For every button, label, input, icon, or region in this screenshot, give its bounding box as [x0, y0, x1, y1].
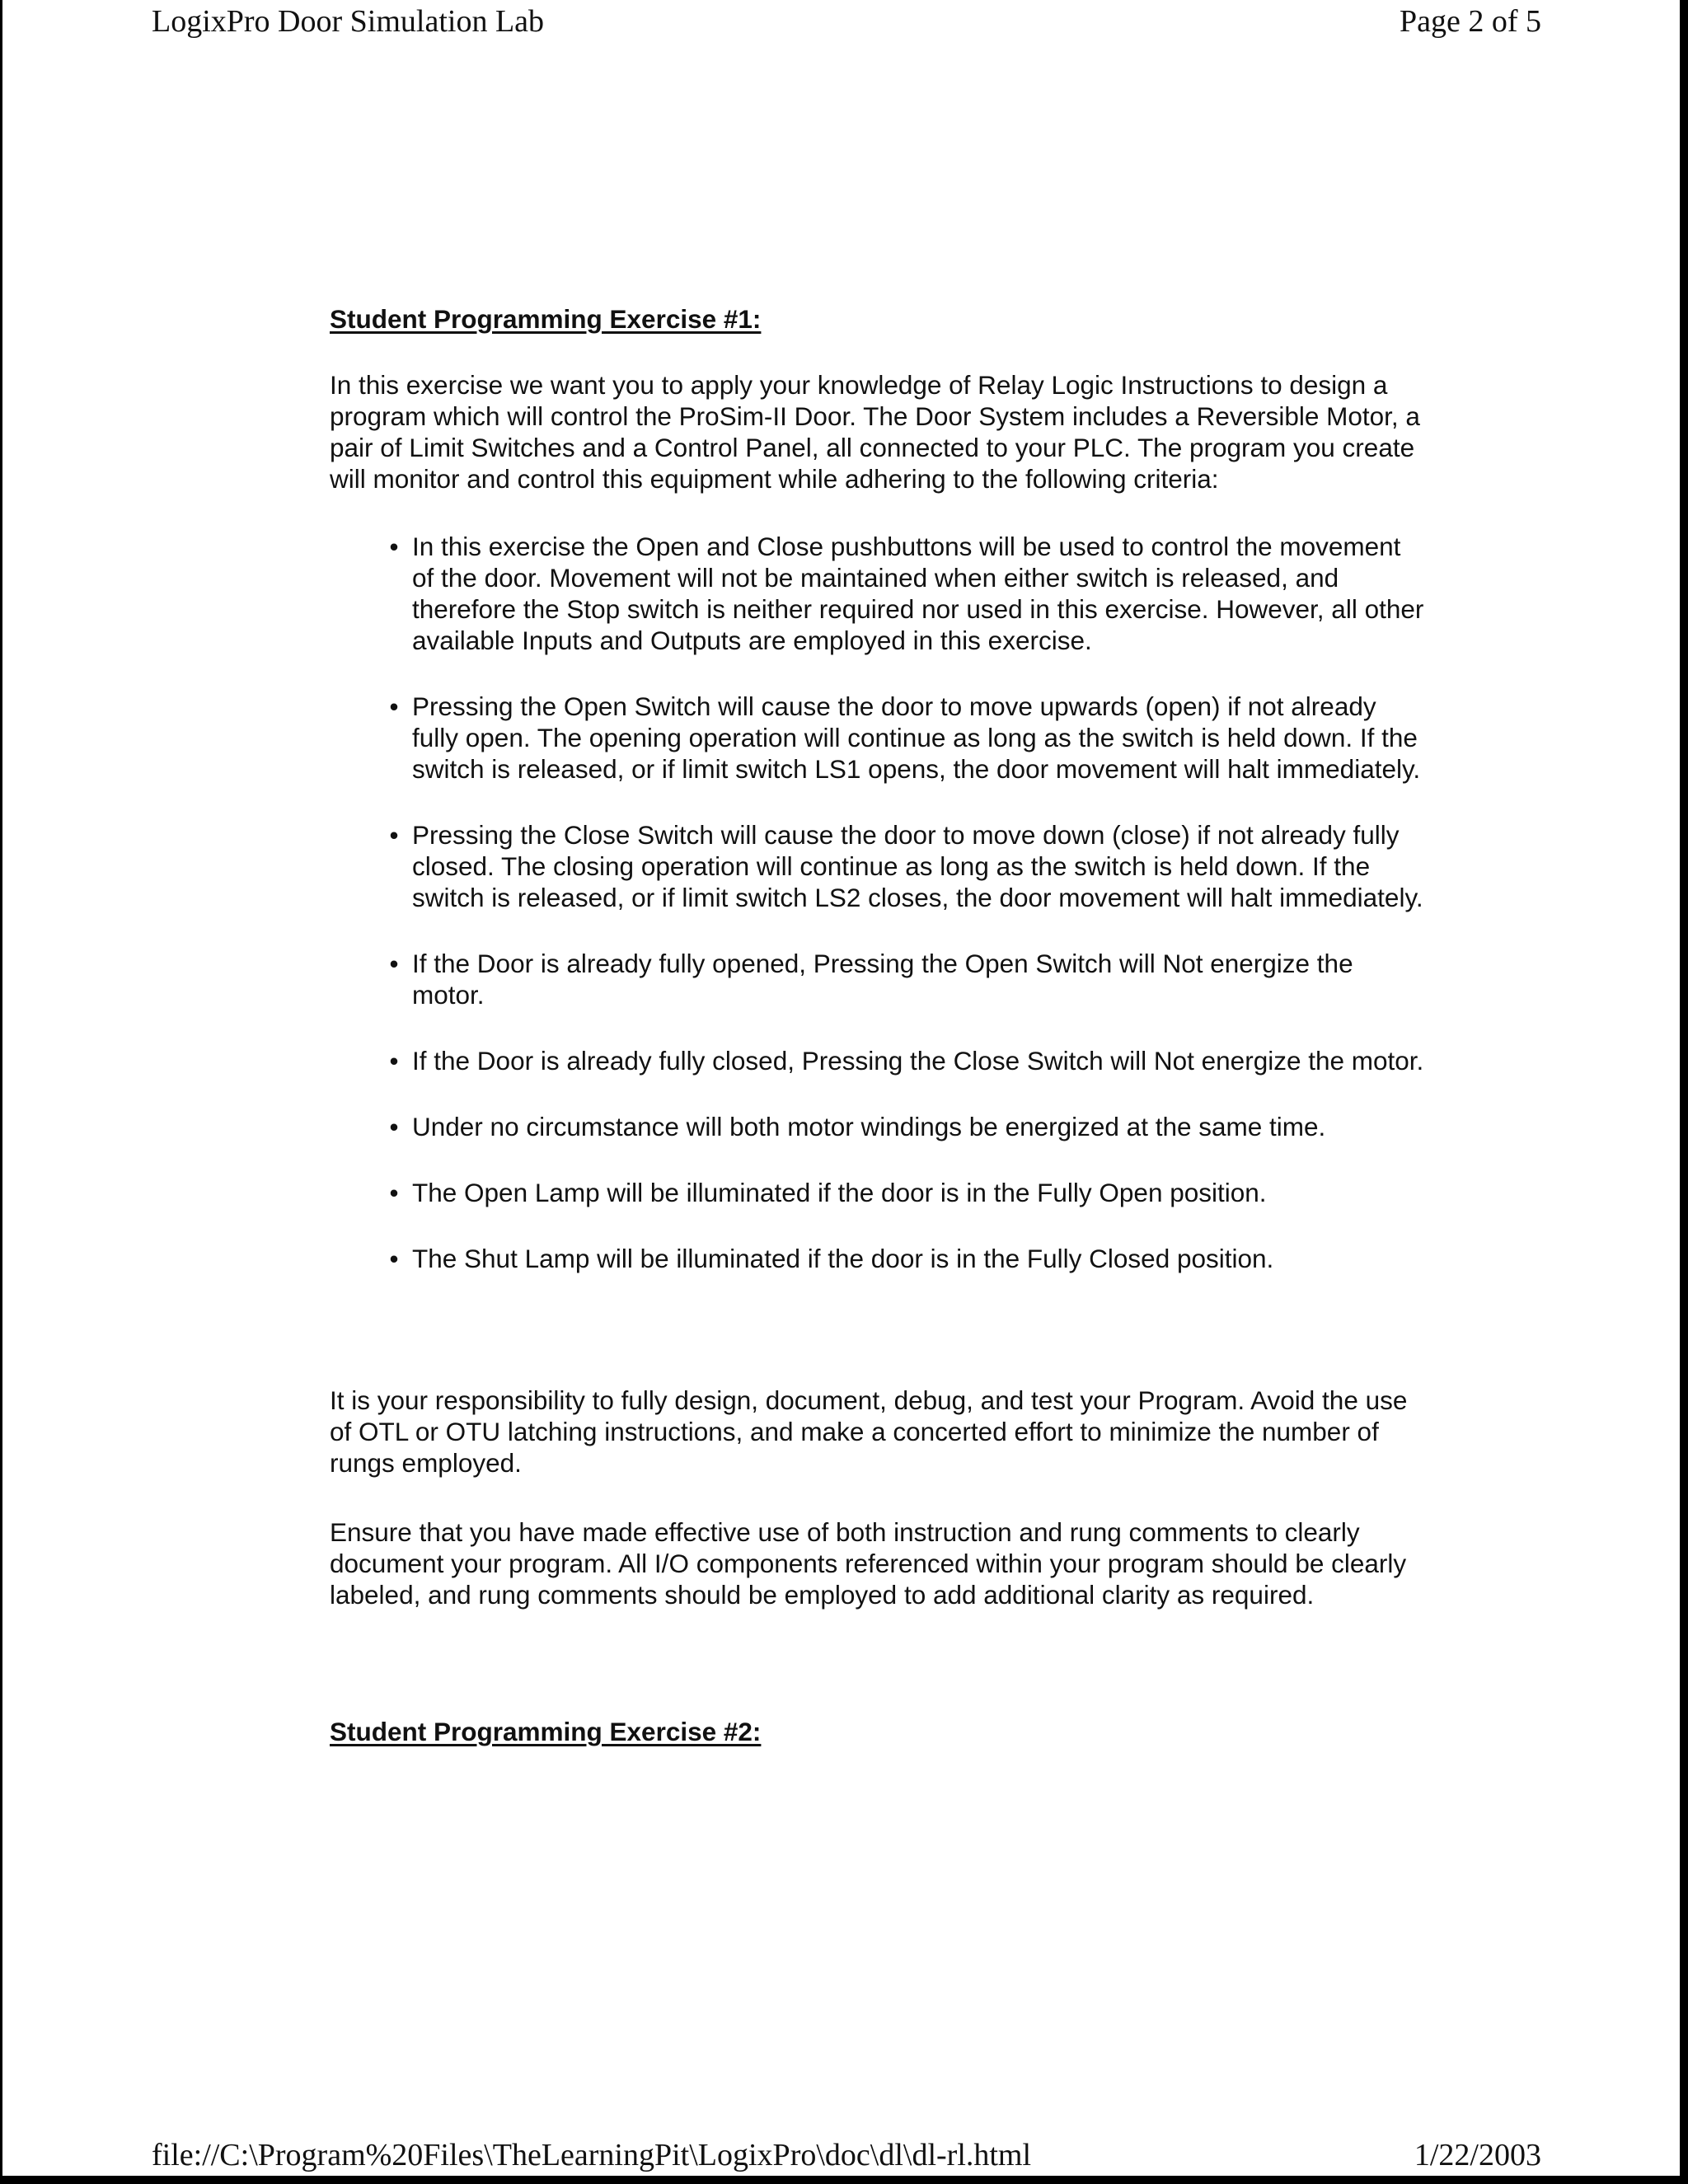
print-date: 1/22/2003: [1414, 2138, 1541, 2172]
exercise-1-intro: In this exercise we want you to apply your knowledge of Relay Logic Instructions to design a program which will control the ProSim-II Door. The Door System includes a Reversible Motor, a pair of Limit Switches and a Control Panel, all connected to your PLC. The program you create will monitor and control this equipment while adhering to the following criteria:: [330, 370, 1420, 494]
documentation-paragraph: Ensure that you have made effective use of both instruction and rung comments to clearly document your program. All I/O components referenced within your program should be clearly labeled, and rung comments should be employed to add additional clarity as required.: [330, 1517, 1407, 1610]
list-item: [330, 1177, 1426, 1208]
bullet-icon: •: [389, 691, 399, 721]
list-item-text: Under no circumstance will both motor windings be energized at the same time.: [412, 1112, 1326, 1141]
page-border-left: [0, 0, 2, 2184]
list-item: [330, 1045, 1426, 1076]
list-item: [330, 819, 1426, 913]
list-item-text: Pressing the Open Switch will cause the door to move upwards (open) if not already fully open. The opening operation will continue as long as the switch is held down. If the switch is released, or if limit switch LS1 opens, the door movement will halt immediately.: [412, 691, 1421, 784]
page-border-right: [1680, 0, 1688, 2184]
list-item-text: If the Door is already fully opened, Pressing the Open Switch will Not energize the motor.: [412, 949, 1353, 1010]
criteria-list: [330, 531, 1426, 1274]
exercise-2-heading: Student Programming Exercise #2:: [330, 1717, 762, 1746]
bullet-icon: •: [389, 820, 399, 850]
bullet-icon: •: [389, 1046, 399, 1076]
bullet-icon: •: [389, 1112, 399, 1141]
document-title: LogixPro Door Simulation Lab: [152, 4, 545, 39]
file-path: file://C:\Program%20Files\TheLearningPit\LogixPro\doc\dl\dl-rl.html: [152, 2138, 1032, 2172]
bullet-icon: •: [389, 1178, 399, 1207]
document-body: [330, 303, 1426, 1747]
responsibility-paragraph: It is your responsibility to fully design, document, debug, and test your Program. Avoid the use of OTL or OTU latching instructions, and make a concerted effort to minimize the number of rungs employed.: [330, 1385, 1408, 1478]
list-item: [330, 948, 1426, 1010]
list-item: [330, 691, 1426, 785]
list-item-text: The Open Lamp will be illuminated if the door is in the Fully Open position.: [412, 1178, 1267, 1207]
list-item: [330, 531, 1426, 656]
list-item-text: The Shut Lamp will be illuminated if the door is in the Fully Closed position.: [412, 1244, 1274, 1273]
bullet-icon: •: [389, 949, 399, 978]
exercise-1-heading: Student Programming Exercise #1:: [330, 304, 762, 334]
list-item-text: Pressing the Close Switch will cause the door to move down (close) if not already fully closed. The closing operation will continue as long as the switch is held down. If the switch is released, or if limit switch LS2 closes, the door movement will halt immediately.: [412, 820, 1423, 912]
list-item: [330, 1243, 1426, 1274]
list-item-text: If the Door is already fully closed, Pressing the Close Switch will Not energize the motor.: [412, 1046, 1424, 1076]
page-border-bottom: [0, 2176, 1688, 2184]
bullet-icon: •: [389, 1244, 399, 1273]
list-item-text: In this exercise the Open and Close pushbuttons will be used to control the movement of the door. Movement will not be maintained when either switch is released, and therefore the Stop switch is neither required nor used in this exercise. However, all other available Inputs and Outputs are employed in this exercise.: [412, 532, 1424, 655]
page-number: Page 2 of 5: [1399, 4, 1541, 39]
list-item: [330, 1111, 1426, 1142]
bullet-icon: •: [389, 532, 399, 561]
